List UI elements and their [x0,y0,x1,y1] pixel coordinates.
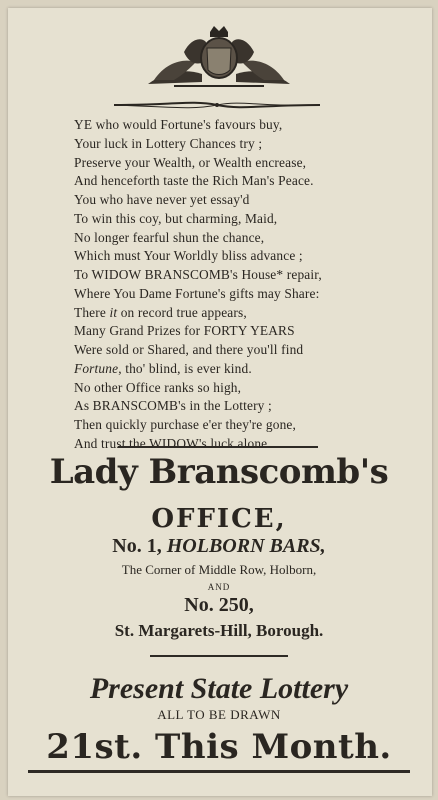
poem-line-text: And trust the WIDOW's luck alone [74,435,268,451]
poem-line [74,416,404,435]
address-and: AND [207,582,231,592]
office-heading: OFFICE, [151,504,287,534]
poem-line [74,304,404,323]
bottom-rule [28,770,410,773]
poem-line-text: Then quickly purchase e'er they're gone, [74,417,297,432]
poem-line [74,191,404,210]
address-line-1 [0,535,438,558]
address-number: No. 1, [112,535,167,557]
poem-line-text: on record true appears, [117,304,247,320]
office-name: Lady Branscomb's [49,452,389,492]
divider-rule [118,446,318,448]
address-corner: The Corner of Middle Row, Holborn, [121,562,317,577]
poem-line-text: To win this coy, but charming, Maid, [74,210,278,226]
poem-line [74,210,404,229]
poem-line-text: Which must Your Worldly bliss advance ; [74,248,303,264]
poem-line [74,116,404,135]
poem-line [74,247,404,266]
poem-line-text: Fortune [74,360,119,376]
lottery-drawn: ALL TO BE DRAWN [157,707,281,722]
lottery-poem [74,116,404,454]
poem-line [74,435,404,454]
lottery-date: 21st. This Month. [46,727,392,767]
poem-line-text: Many Grand Prizes for FORTY YEARS [74,323,295,339]
poem-line [74,285,404,304]
poem-line [74,135,404,154]
poem-line [74,229,404,248]
poem-line-text: Your luck in Lottery Chances try ; [74,135,263,151]
lottery-title: Present State Lottery [89,672,349,705]
royal-coat-of-arms-icon [144,22,294,92]
address-line-2: St. Margarets-Hill, Borough. [114,621,324,640]
poem-line-text: YE who would Fortune's favours buy, [74,117,283,132]
poem-line-text: There [74,304,110,320]
poem-line-text: , tho' blind, is ever kind. [118,360,252,376]
ornamental-rule [112,98,322,112]
poem-line-text: You who have never yet essay'd [74,192,250,207]
poem-line-text: To WIDOW BRANSCOMB's House* repair, [74,267,322,282]
divider-rule [150,655,288,657]
poem-line [74,266,404,285]
poem-line-text: it [109,304,118,320]
poem-line-text: Where You Dame Fortune's gifts may Share: [74,285,320,301]
poem-line [74,322,404,341]
poem-line [74,172,404,191]
address-number-2: No. 250, [184,594,254,616]
poem-line-text: Preserve your Wealth, or Wealth encrease, [74,154,307,170]
poem-line [74,397,404,416]
poem-line-text: As BRANSCOMB's in the Lottery ; [74,398,272,414]
address-street: HOLBORN BARS, [166,535,326,557]
poem-line [74,154,404,173]
poem-line [74,360,404,379]
poem-line-text: No longer fearful shun the chance, [74,229,265,245]
poem-line-text: Were sold or Shared, and there you'll find [74,342,304,357]
poem-line [74,341,404,360]
poem-line-text: No other Office ranks so high, [74,379,242,395]
poem-line [74,379,404,398]
poem-line-text: And henceforth taste the Rich Man's Peace. [74,173,314,189]
